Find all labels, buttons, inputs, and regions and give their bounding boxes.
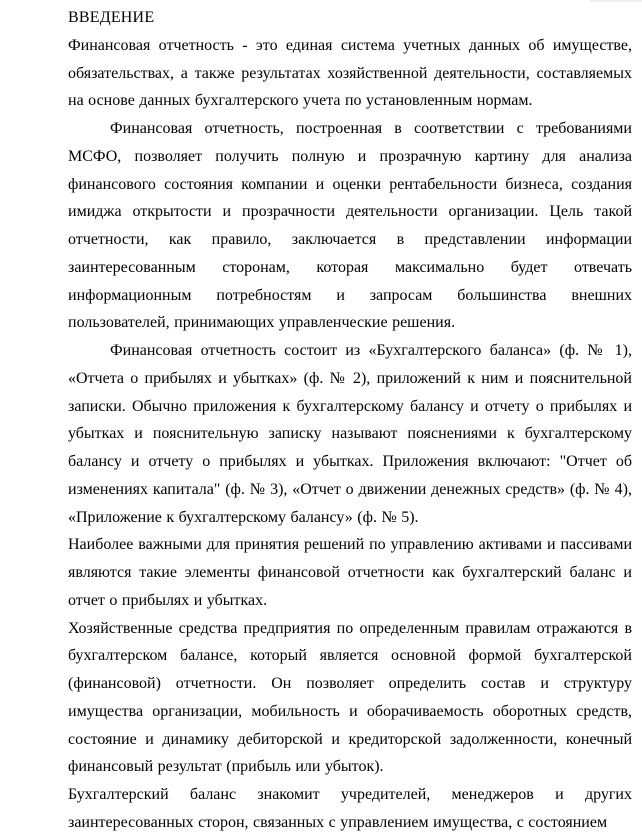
- paragraph-5: Хозяйственные средства предприятия по определенным правилам отражаются в бухгалтерском балансе, который является основной формой бухгалтерской (финансовой) отчетности. Он позволяет определить состав и структуру имущества организации, мобильность и оборачиваемость оборотных средств, состояние и динамику дебиторской и кредиторской задолженности, конечный финансовый результат (прибыль или убыток).: [68, 619, 632, 776]
- paragraph-1: Финансовая отчетность - это единая система учетных данных об имуществе, обязательствах, а также результатах хозяйственной деятельности, составляемых на основе данных бухгалтерского учета по установленным нормам.: [68, 36, 632, 110]
- top-edge-artifact: [590, 0, 642, 2]
- paragraph-6: Бухгалтерский баланс знакомит учредителей, менеджеров и других заинтересованных сторон, связанных с управлением имущества, с состоянием: [68, 786, 632, 831]
- document-page: [68, 4, 632, 837]
- section-heading: ВВЕДЕНИЕ: [68, 9, 155, 26]
- document-body: [68, 32, 632, 837]
- paragraph-2: Финансовая отчетность, построенная в соответствии с требованиями МСФО, позволяет получить полную и прозрачную картину для анализа финансового состояния компании и оценки рентабельности бизнеса, создания имиджа открытости и прозрачности деятельности организации. Цель такой отчетности, как правило, заключается в представлении информации заинтересованным сторонам, которая максимально будет отвечать информационным потребностям и запросам большинства внешних пользователей, принимающих управленческие решения.: [68, 120, 632, 332]
- paragraph-3: Финансовая отчетность состоит из «Бухгалтерского баланса» (ф. № 1), «Отчета о прибылях и убытках» (ф. № 2), приложений к ним и пояснительной записки. Обычно приложения к бухгалтерскому балансу и отчету о прибылях и убытках и пояснительную записку называют пояснениями к бухгалтерскому балансу и отчету о прибылях и убытках. Приложения включают: "Отчет об изменениях капитала" (ф. № 3), «Отчет о движении денежных средств» (ф. № 4), «Приложение к бухгалтерскому балансу» (ф. № 5).: [68, 342, 632, 526]
- paragraph-4: Наиболее важными для принятия решений по управлению активами и пассивами являются такие элементы финансовой отчетности как бухгалтерский баланс и отчет о прибылях и убытках.: [68, 536, 632, 609]
